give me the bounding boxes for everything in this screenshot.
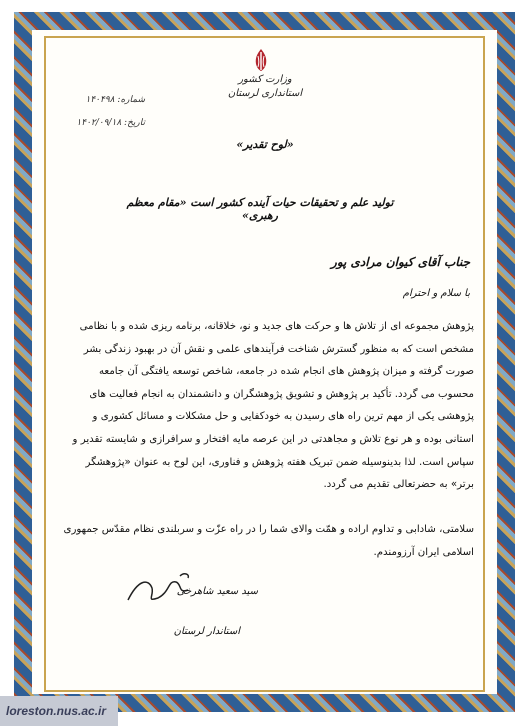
body-text — [62, 316, 474, 497]
doc-date-label: تاریخ: — [124, 118, 145, 128]
greeting: با سلام و احترام — [402, 288, 470, 299]
org-governorate: استانداری لرستان — [227, 88, 303, 99]
closing-paragraph: سلامتی، شادابی و تداوم اراده و همّت والای شما را در راه عزّت و سربلندی نظام مقدّس جمهوری اسلامی ایران آرزومندم. — [63, 524, 474, 558]
doc-number-value: ۱۴۰۴۹۸ — [85, 95, 115, 105]
website-watermark: loreston.nus.ac.ir — [0, 696, 118, 726]
recipient: جناب آقای کیوان مرادی پور — [331, 255, 470, 269]
doc-date-value: ۱۴۰۲/۰۹/۱۸ — [76, 118, 122, 128]
iran-emblem-icon — [247, 46, 275, 74]
doc-date — [65, 118, 145, 128]
quote: تولید علم و تحقیقات حیات آینده کشور است «مقام معظم رهبری» — [126, 196, 394, 222]
page-title: «لوح تقدیر» — [236, 138, 294, 151]
org-ministry: وزارت کشور — [238, 74, 292, 85]
signatory-name: سید سعید شاهرخی — [176, 586, 258, 597]
closing-text — [62, 519, 474, 564]
doc-number-label: شماره: — [117, 95, 145, 105]
doc-number — [65, 95, 145, 105]
body-paragraph: پژوهش مجموعه ای از تلاش ها و حرکت های جدید و نو، خلاقانه، برنامه ریزی شده و با نظامی مشخص است که به منظور گسترش شناخت فرآیندهای علمی و نقش آن در بهبود زندگی بشر صورت گرفته و میزان پژوهش های انجام شده در جامعه، شاخص توسعه یافتگی آن جامعه محسوب می گردد. تأکید بر پژوهش و تشویق پژوهشگران و دانشمندان به انجام فعالیت های پژوهشی یکی از مهم ترین راه های رسیدن به خودکفایی و حل مشکلات و مسائل کشوری و استانی بوده و هر نوع تلاش و مجاهدتی در این عرصه مایه افتخار و سرافرازی و شایسته تقدیر و سپاس است. لذا بدینوسیله ضمن تبریک هفته پژوهش و فناوری، این لوح به عنوان «پژوهشگر برتر» به حضرتعالی تقدیم می گردد. — [72, 321, 474, 491]
signatory-title: استاندار لرستان — [173, 626, 240, 637]
